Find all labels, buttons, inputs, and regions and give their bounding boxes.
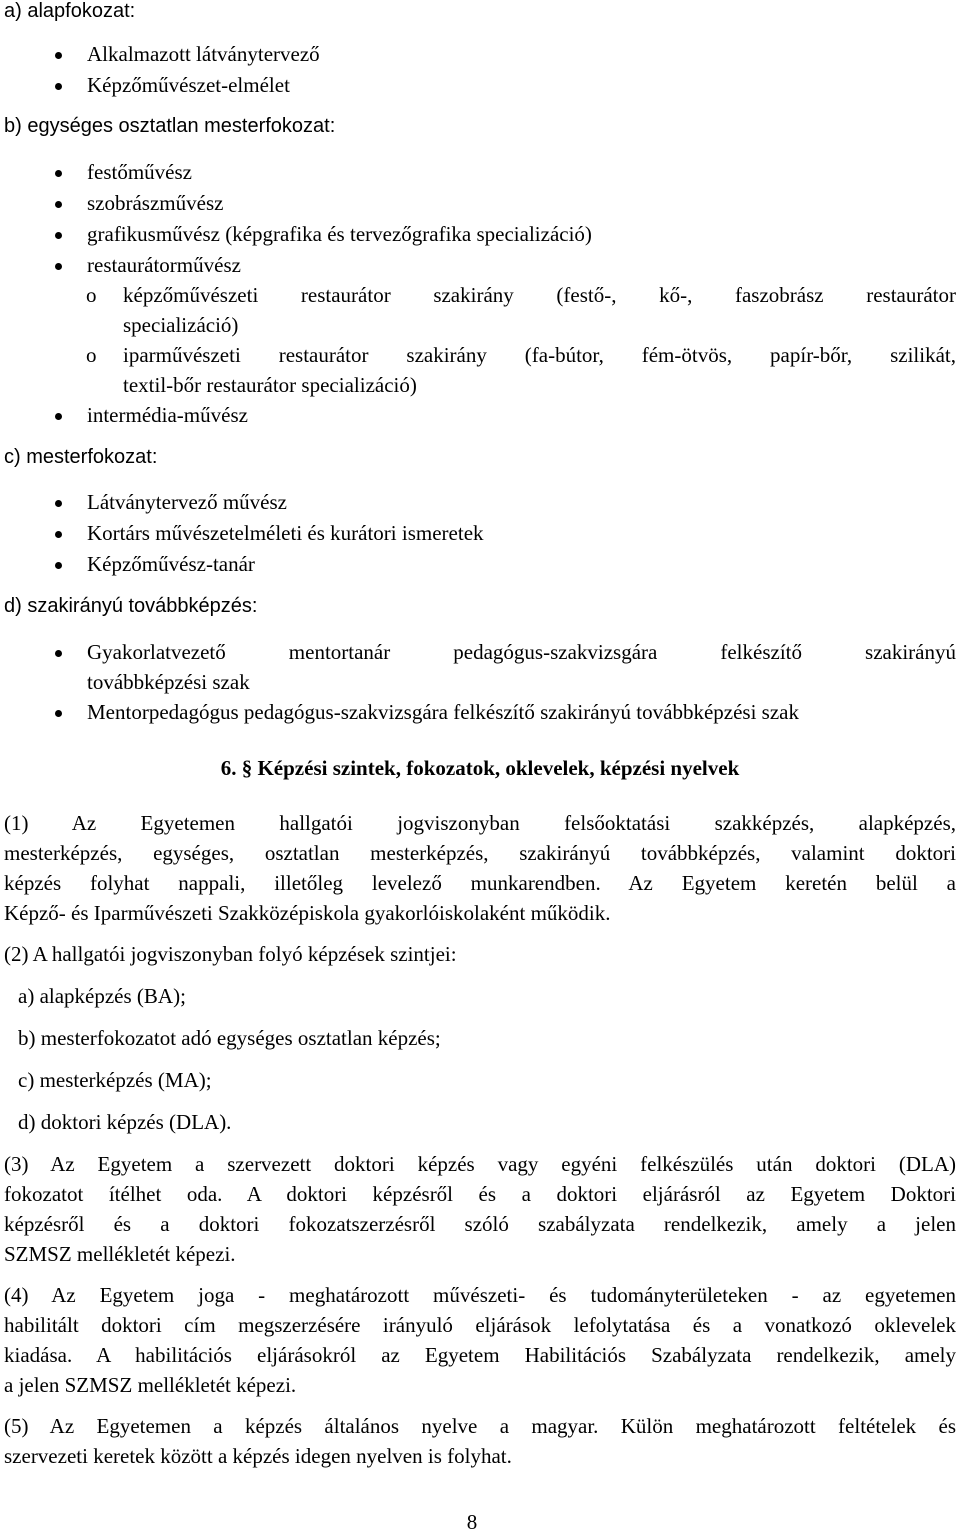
section-c-heading: c) mesterfokozat: bbox=[4, 446, 158, 468]
bullet-icon bbox=[55, 710, 62, 717]
sub-bullet-marker: o bbox=[86, 343, 97, 367]
paragraph-line: (1) Az Egyetemen hallgatói jogviszonyban felsőoktatási szakképzés, alapképzés, bbox=[4, 811, 956, 835]
level-item: b) mesterfokozatot adó egységes osztatlan képzés; bbox=[18, 1026, 441, 1050]
section-b-heading: b) egységes osztatlan mesterfokozat: bbox=[4, 115, 336, 137]
paragraph-line: (5) Az Egyetemen a képzés általános nyelve a magyar. Külön meghatározott feltételek és bbox=[4, 1414, 956, 1438]
paragraph-line: SZMSZ mellékletét képezi. bbox=[4, 1242, 236, 1266]
level-item: c) mesterképzés (MA); bbox=[18, 1068, 212, 1092]
bullet-icon bbox=[55, 201, 62, 208]
paragraph-line: (3) Az Egyetem a szervezett doktori képzés vagy egyéni felkészülés után doktori (DLA) bbox=[4, 1152, 956, 1176]
list-item-cont: továbbképzési szak bbox=[87, 670, 250, 694]
article-title: Képzési szintek, fokozatok, oklevelek, képzési nyelvek bbox=[257, 756, 740, 780]
bullet-icon bbox=[55, 83, 62, 90]
bullet-icon bbox=[55, 531, 62, 538]
list-item: grafikusművész (képgrafika és tervezőgrafika specializáció) bbox=[87, 222, 592, 246]
bullet-icon bbox=[55, 413, 62, 420]
paragraph-line: képzés folyhat nappali, illetőleg levelező munkarendben. Az Egyetem keretén belül a bbox=[4, 871, 956, 895]
section-a-heading: a) alapfokozat: bbox=[4, 0, 136, 22]
list-item: restaurátorművész bbox=[87, 253, 241, 277]
list-item: Mentorpedagógus pedagógus-szakvizsgára felkészítő szakirányú továbbképzési szak bbox=[87, 700, 800, 724]
list-item: Képzőművész-tanár bbox=[87, 552, 255, 576]
level-item: a) alapképzés (BA); bbox=[18, 984, 186, 1008]
section-d-heading: d) szakirányú továbbképzés: bbox=[4, 595, 258, 617]
list-item: Alkalmazott látványtervező bbox=[87, 42, 320, 66]
bullet-icon bbox=[55, 263, 62, 270]
list-item: Kortárs művészetelméleti és kurátori ismeretek bbox=[87, 521, 484, 545]
bullet-icon bbox=[55, 562, 62, 569]
paragraph-line: kiadása. A habilitációs eljárásokról az Egyetem Habilitációs Szabályzata rendelkezik, amely bbox=[4, 1343, 956, 1367]
sub-bullet-marker: o bbox=[86, 283, 97, 307]
paragraph-line: képzésről és a doktori fokozatszerzésről szóló szabályzata rendelkezik, amely a jelen bbox=[4, 1212, 956, 1236]
list-item: Gyakorlatvezető mentortanár pedagógus-szakvizsgára felkészítő szakirányú bbox=[87, 640, 956, 664]
list-item: Képzőművészet-elmélet bbox=[87, 73, 290, 97]
paragraph-line: szervezeti keretek között a képzés idegen nyelven is folyhat. bbox=[4, 1444, 512, 1468]
bullet-icon bbox=[55, 232, 62, 239]
bullet-icon bbox=[55, 650, 62, 657]
sub-list-item: képzőművészeti restaurátor szakirány (festő-, kő-, faszobrász restaurátor bbox=[123, 283, 956, 307]
sub-list-item-cont: textil-bőr restaurátor specializáció) bbox=[123, 373, 417, 397]
bullet-icon bbox=[55, 52, 62, 59]
page-number: 8 bbox=[466, 1510, 478, 1534]
paragraph-line: a jelen SZMSZ mellékletét képezi. bbox=[4, 1373, 297, 1397]
paragraph-line: mesterképzés, egységes, osztatlan mesterképzés, szakirányú továbbképzés, valamint doktori bbox=[4, 841, 956, 865]
article-number: 6. § bbox=[220, 756, 253, 780]
bullet-icon bbox=[55, 500, 62, 507]
list-item: festőművész bbox=[87, 160, 192, 184]
list-item: Látványtervező művész bbox=[87, 490, 287, 514]
bullet-icon bbox=[55, 170, 62, 177]
sub-list-item: iparművészeti restaurátor szakirány (fa-bútor, fém-ötvös, papír-bőr, szilikát, bbox=[123, 343, 956, 367]
paragraph-intro: (2) A hallgatói jogviszonyban folyó képzések szintjei: bbox=[4, 942, 457, 966]
list-item: szobrászművész bbox=[87, 191, 224, 215]
list-item: intermédia-művész bbox=[87, 403, 248, 427]
sub-list-item-cont: specializáció) bbox=[123, 313, 239, 337]
paragraph-line: (4) Az Egyetem joga - meghatározott művészeti- és tudományterületeken - az egyetemen bbox=[4, 1283, 956, 1307]
article-heading bbox=[0, 756, 960, 781]
paragraph-line: habilitált doktori cím megszerzésére irányuló eljárások lefolytatása és a vonatkozó oklevelek bbox=[4, 1313, 956, 1337]
paragraph-line: fokozatot ítélhet oda. A doktori képzésről és a doktori eljárásról az Egyetem Doktori bbox=[4, 1182, 956, 1206]
paragraph-line: Képző- és Iparművészeti Szakközépiskola gyakorlóiskolaként működik. bbox=[4, 901, 611, 925]
level-item: d) doktori képzés (DLA). bbox=[18, 1110, 232, 1134]
